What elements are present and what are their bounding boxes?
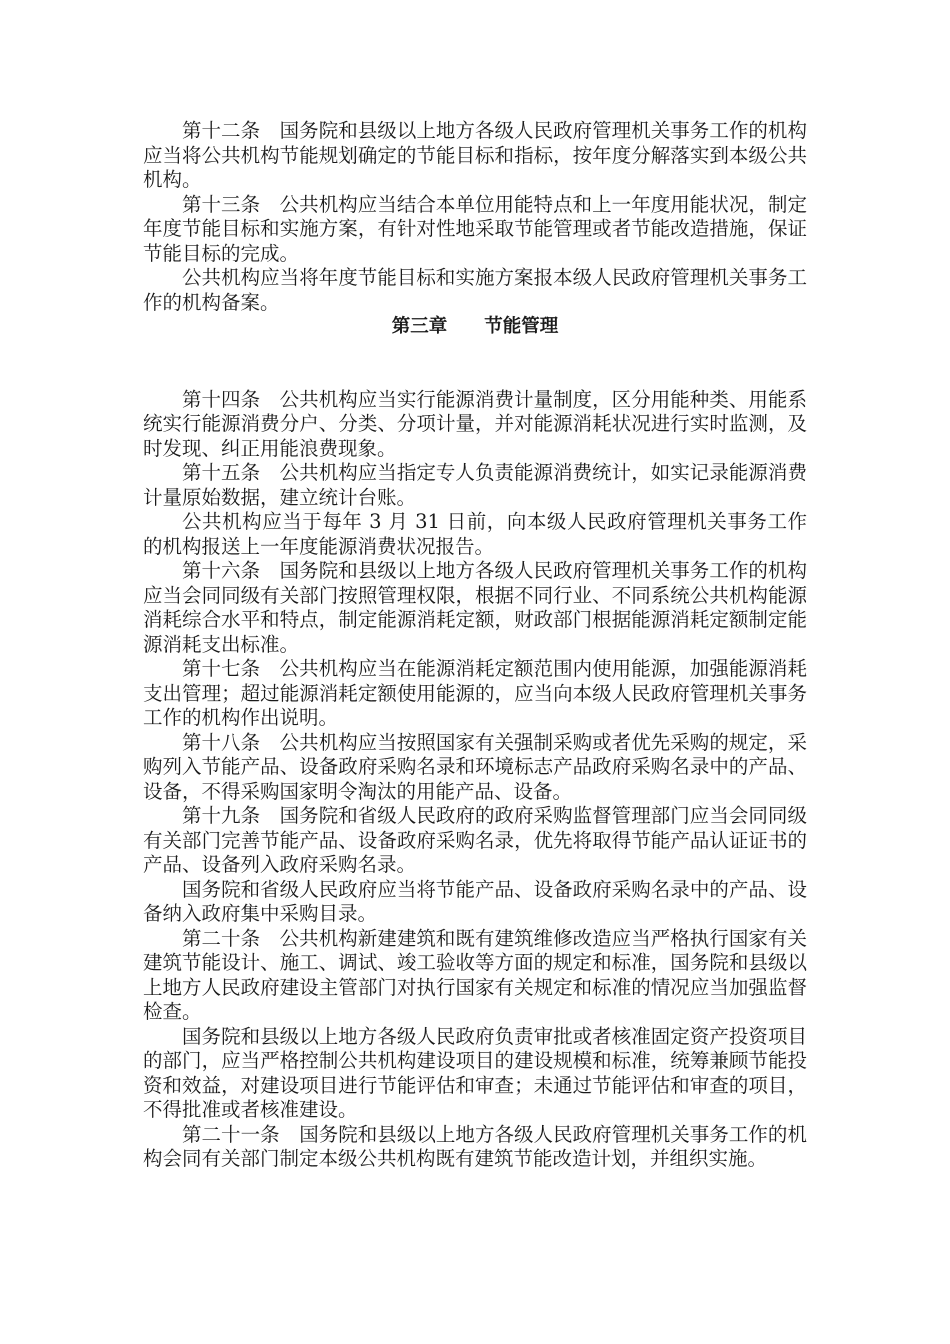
article-text: 国务院和省级人民政府应当将节能产品、设备政府采购名录中的产品、设备纳入政府集中采购目录。 [143, 877, 807, 925]
article-number: 第二十一条 [182, 1122, 280, 1146]
paragraph-article-15 [143, 461, 807, 510]
paragraph-article-13 [143, 193, 807, 267]
paragraph-article-14 [143, 388, 807, 462]
article-text: 国务院和县级以上地方各级人民政府管理机关事务工作的机构会同有关部门制定本级公共机构既有建筑节能改造计划，并组织实施。 [143, 1122, 807, 1170]
chapter-number: 第三章 [391, 316, 448, 337]
article-text: 公共机构应当将年度节能目标和实施方案报本级人民政府管理机关事务工作的机构备案。 [143, 266, 807, 314]
article-number: 第十四条 [182, 387, 261, 411]
paragraph-article-12 [143, 119, 807, 193]
paragraph-article-20 [143, 927, 807, 1025]
article-text: 公共机构应当按照国家有关强制采购或者优先采购的规定，采购列入节能产品、设备政府采购名录和环境标志产品政府采购名录中的产品、设备，不得采购国家明令淘汰的用能产品、设备。 [143, 730, 807, 803]
chapter-title: 节能管理 [484, 316, 559, 337]
article-text: 公共机构应当指定专人负责能源消费统计，如实记录能源消费计量原始数据，建立统计台账。 [143, 461, 807, 509]
chapter-heading [143, 315, 807, 340]
article-number: 第十六条 [182, 559, 261, 582]
article-number: 第十三条 [182, 192, 261, 216]
article-number: 第十五条 [182, 461, 261, 484]
article-text: 公共机构应当实行能源消费计量制度，区分用能种类、用能系统实行能源消费分户、分类、分项计量，并对能源消耗状况进行实时监测，及时发现、纠正用能浪费现象。 [143, 387, 807, 460]
article-text: 公共机构应当于每年 3 月 31 日前，向本级人民政府管理机关事务工作的机构报送上一年度能源消费状况报告。 [143, 510, 807, 558]
paragraph-article-17 [143, 657, 807, 731]
paragraph-article-16 [143, 559, 807, 657]
paragraph-article-19-b [143, 878, 807, 927]
paragraph-article-21 [143, 1123, 807, 1172]
article-text: 国务院和县级以上地方各级人民政府管理机关事务工作的机构应当会同同级有关部门按照管理权限，根据不同行业、不同系统公共机构能源消耗综合水平和特点，制定能源消耗定额，财政部门根据能源消耗定额制定能源消耗支出标准。 [143, 559, 807, 656]
article-number: 第十九条 [182, 804, 261, 827]
article-text: 国务院和省级人民政府的政府采购监督管理部门应当会同同级有关部门完善节能产品、设备政府采购名录，优先将取得节能产品认证证书的产品、设备列入政府采购名录。 [143, 804, 807, 876]
paragraph-list-bottom [143, 388, 807, 1172]
article-text: 国务院和县级以上地方各级人民政府负责审批或者核准固定资产投资项目的部门，应当严格控制公共机构建设项目的建设规模和标准，统筹兼顾节能投资和效益，对建设项目进行节能评估和审查；未通过节能评估和审查的项目，不得批准或者核准建设。 [143, 1024, 807, 1121]
article-number: 第十二条 [182, 119, 261, 142]
paragraph-list-top [143, 119, 807, 315]
paragraph-article-19 [143, 804, 807, 878]
article-number: 第十七条 [182, 657, 261, 680]
article-number: 第二十条 [182, 926, 261, 950]
paragraph-article-18 [143, 731, 807, 805]
article-text: 公共机构应当结合本单位用能特点和上一年度用能状况，制定年度节能目标和实施方案，有针对性地采取节能管理或者节能改造措施，保证节能目标的完成。 [143, 192, 807, 265]
paragraph-article-15-b [143, 510, 807, 559]
article-text: 公共机构应当在能源消耗定额范围内使用能源，加强能源消耗支出管理；超过能源消耗定额使用能源的，应当向本级人民政府管理机关事务工作的机构作出说明。 [143, 657, 807, 729]
document-page [143, 119, 807, 1172]
article-text: 公共机构新建建筑和既有建筑维修改造应当严格执行国家有关建筑节能设计、施工、调试、竣工验收等方面的规定和标准，国务院和县级以上地方人民政府建设主管部门对执行国家有关规定和标准的情况应当加强监督检查。 [143, 926, 807, 1023]
article-number: 第十八条 [182, 730, 261, 754]
paragraph-article-13-b [143, 266, 807, 315]
paragraph-article-20-b [143, 1025, 807, 1123]
article-text: 国务院和县级以上地方各级人民政府管理机关事务工作的机构应当将公共机构节能规划确定的节能目标和指标，按年度分解落实到本级公共机构。 [143, 119, 807, 191]
